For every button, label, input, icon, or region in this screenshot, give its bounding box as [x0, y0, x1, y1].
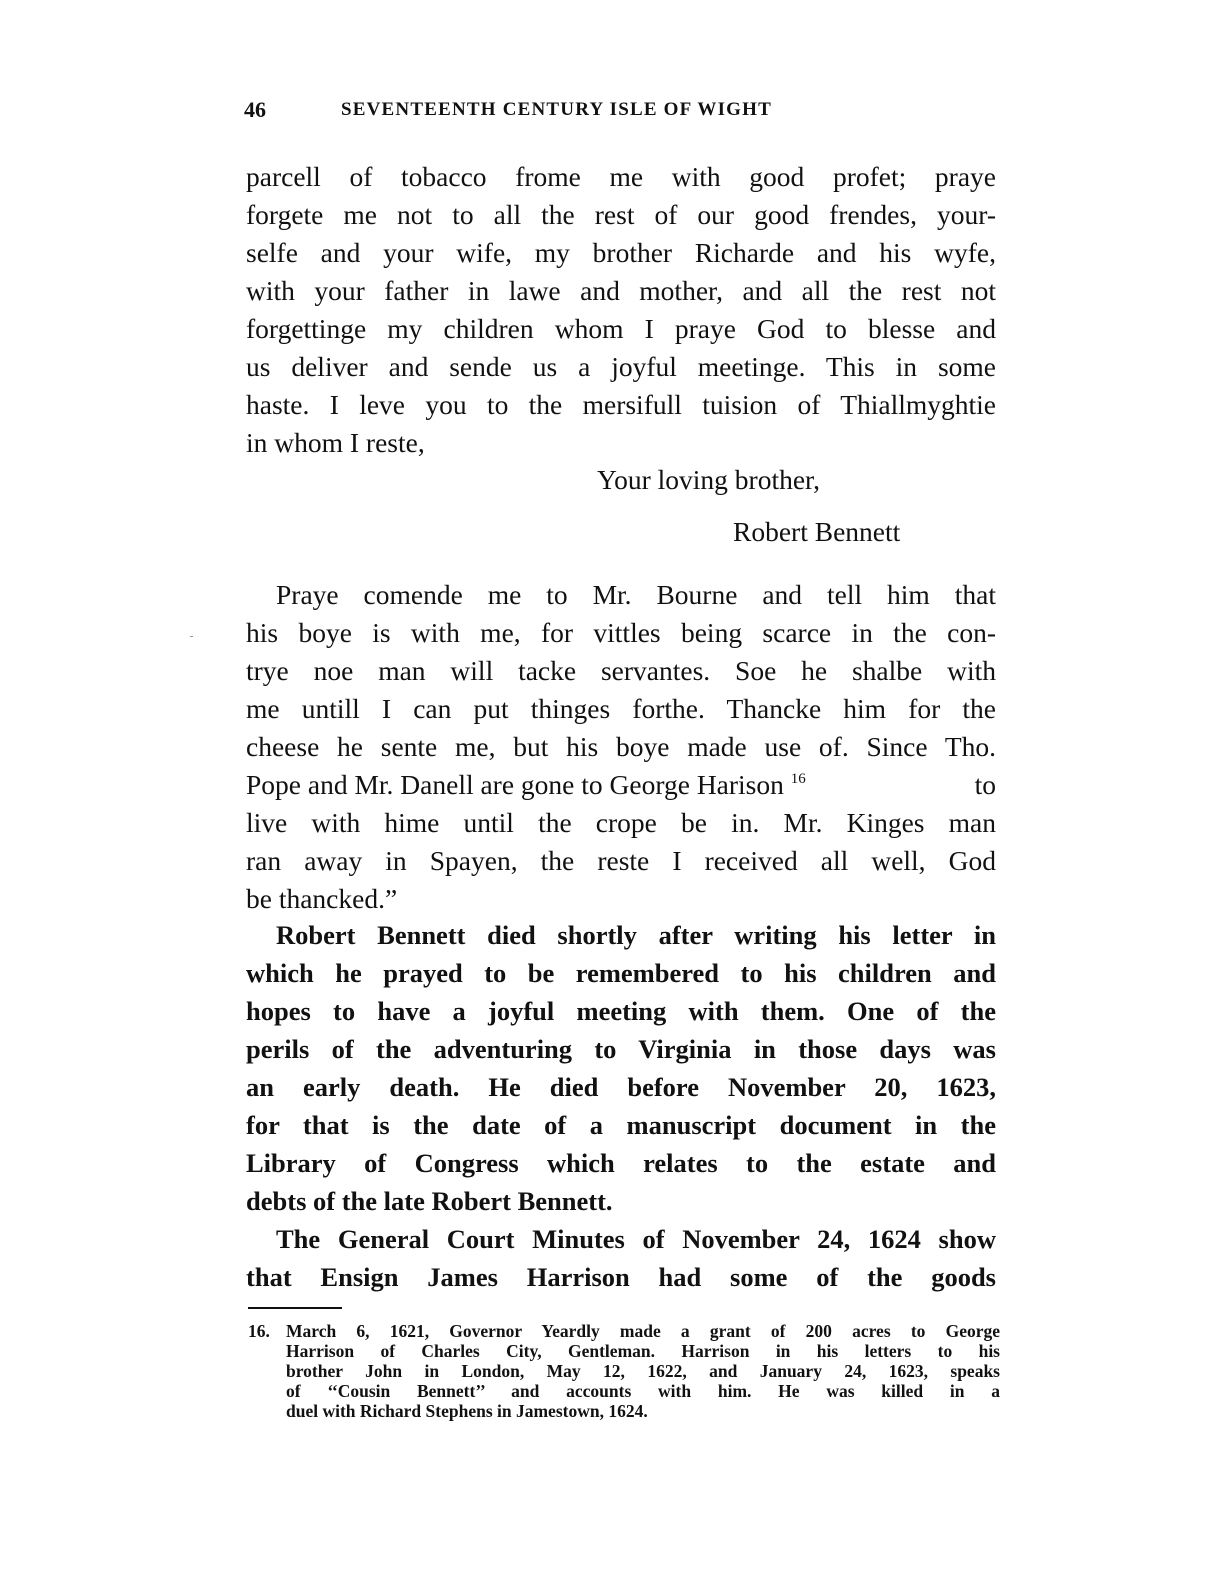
letter-line: in whom I reste, — [246, 427, 425, 458]
postscript-line: Praye comende me to Mr. Bourne and tell him that — [276, 579, 996, 610]
postscript-line: live with hime until the crope be in. Mr. Kinges man — [246, 807, 996, 838]
narrative-line: an early death. He died before November 20, 1623, — [246, 1072, 996, 1102]
footnote-line: of ‘‘Cousin Bennett’’ and accounts with him. He was killed in a — [286, 1381, 1000, 1401]
letter-line: us deliver and sende us a joyful meetinge. This in some — [246, 351, 996, 382]
narrative-line: Library of Congress which relates to the estate and — [246, 1148, 996, 1178]
postscript-line-tail: to — [974, 769, 996, 800]
footnote-line: duel with Richard Stephens in Jamestown, 1624. — [286, 1401, 648, 1421]
letter-closing: Your loving brother, — [597, 464, 820, 495]
narrative-line: which he prayed to be remembered to his children and — [246, 958, 996, 988]
postscript-line: be thancked.” — [246, 883, 398, 914]
letter-line: parcell of tobacco frome me with good profet; praye — [246, 161, 996, 192]
narrative-line: Robert Bennett died shortly after writing his letter in — [276, 920, 996, 950]
narrative-line: The General Court Minutes of November 24, 1624 show — [276, 1224, 996, 1254]
letter-line: forgete me not to all the rest of our good frendes, your- — [246, 199, 996, 230]
running-title: SEVENTEENTH CENTURY ISLE OF WIGHT — [341, 99, 772, 120]
narrative-line: for that is the date of a manuscript document in the — [246, 1110, 996, 1140]
postscript-line: ran away in Spayen, the reste I received all well, God — [246, 845, 996, 876]
letter-line: haste. I leve you to the mersifull tuision of Thiallmyghtie — [246, 389, 996, 420]
footnote-divider — [248, 1307, 342, 1309]
page-number: 46 — [244, 97, 266, 122]
postscript-line-text: Pope and Mr. Danell are gone to George Harison — [246, 769, 784, 800]
footnote-reference[interactable]: 16 — [790, 771, 806, 787]
narrative-line: debts of the late Robert Bennett. — [246, 1186, 613, 1216]
narrative-line: perils of the adventuring to Virginia in those days was — [246, 1034, 996, 1064]
letter-line: selfe and your wife, my brother Richarde and his wyfe, — [246, 237, 996, 268]
letter-signature: Robert Bennett — [733, 516, 901, 547]
postscript-line: his boye is with me, for vittles being scarce in the con- — [246, 617, 996, 648]
letter-line: forgettinge my children whom I praye God to blesse and — [246, 313, 996, 344]
narrative-line: that Ensign James Harrison had some of the goods — [246, 1262, 996, 1292]
scan-mark — [190, 636, 193, 637]
page-header — [244, 94, 884, 126]
postscript-line: cheese he sente me, but his boye made use of. Since Tho. — [246, 731, 996, 762]
letter-line: with your father in lawe and mother, and all the rest not — [246, 275, 996, 306]
postscript-line: trye noe man will tacke servantes. Soe he shalbe with — [246, 655, 996, 686]
narrative-line: hopes to have a joyful meeting with them. One of the — [246, 996, 996, 1026]
postscript-line: me untill I can put thinges forthe. Thancke him for the — [246, 693, 996, 724]
postscript-line-with-footnote — [246, 766, 996, 804]
footnote-line: Harrison of Charles City, Gentleman. Harrison in his letters to his — [286, 1341, 1000, 1361]
footnote-number: 16. — [248, 1321, 270, 1341]
footnote-line: March 6, 1621, Governor Yeardly made a grant of 200 acres to George — [286, 1321, 1000, 1341]
footnote-line: brother John in London, May 12, 1622, and January 24, 1623, speaks — [286, 1361, 1000, 1381]
